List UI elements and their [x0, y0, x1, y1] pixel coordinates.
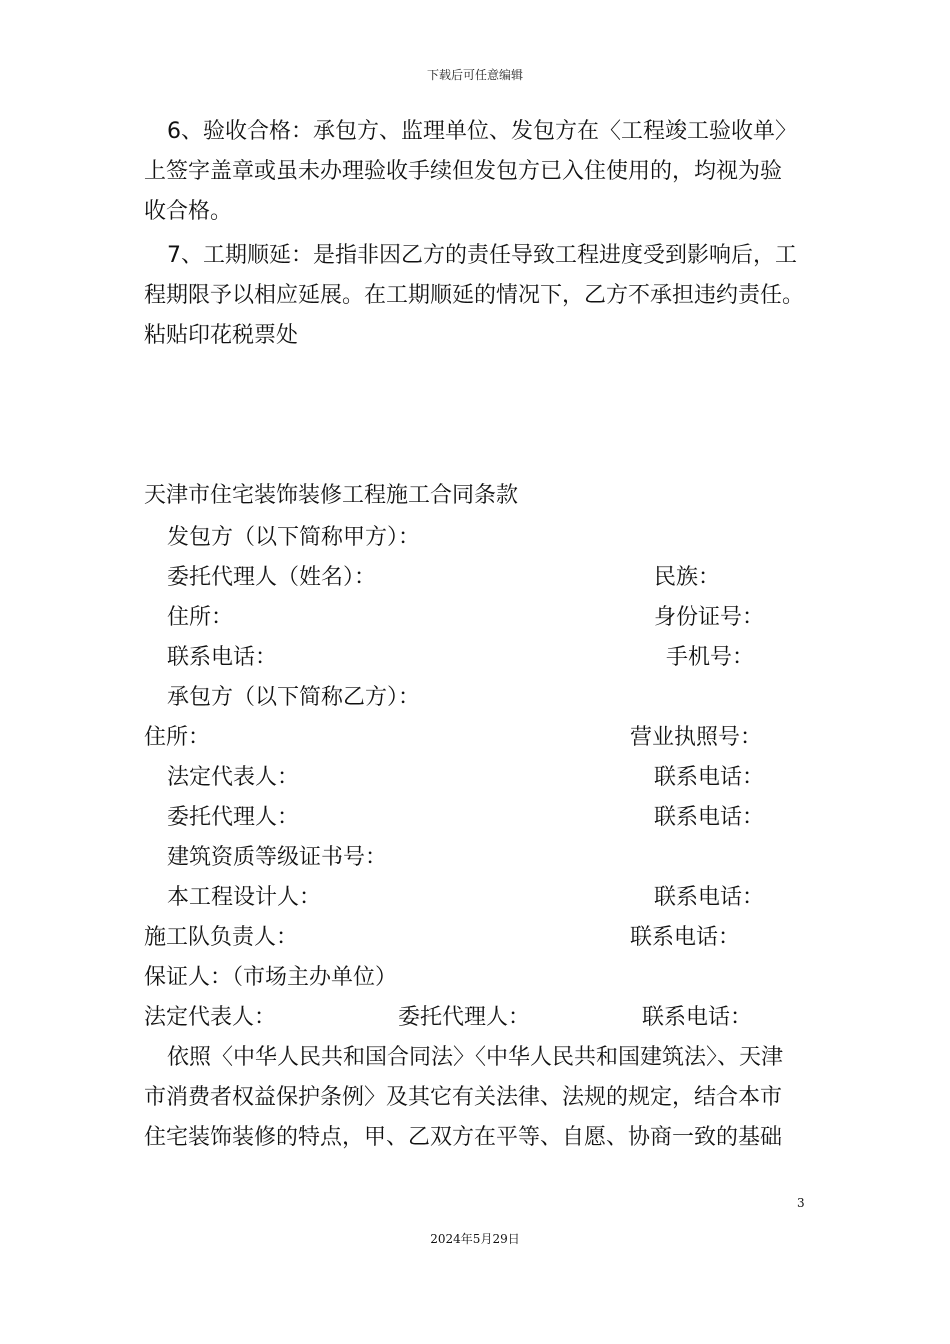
- page-footer-date: 2024年5月29日: [430, 1232, 520, 1246]
- basis-line-1: 依照〈中华人民共和国合同法〉〈中华人民共和国建筑法〉、天津: [167, 1045, 784, 1070]
- basis-line-3: 住宅装饰装修的特点，甲、乙双方在平等、自愿、协商一致的基础: [144, 1125, 783, 1150]
- guarantor-legal-rep-label: 法定代表人：: [144, 1005, 277, 1030]
- paragraph-6-line-1: 6、验收合格：承包方、监理单位、发包方在〈工程竣工验收单〉: [167, 119, 797, 144]
- paragraph-6-line-2: 上签字盖章或虽未办理验收手续但发包方已入住使用的，均视为验: [144, 159, 783, 184]
- party-b-label: 承包方（以下简称乙方）：: [167, 685, 421, 710]
- agent-b-phone-label: 联系电话：: [654, 805, 765, 830]
- id-number-label: 身份证号：: [654, 605, 765, 630]
- stamp-tax-note: 粘贴印花税票处: [144, 323, 299, 348]
- paragraph-6-line-3: 收合格。: [144, 199, 233, 224]
- page-number: 3: [797, 1196, 805, 1210]
- address-b-label: 住所：: [144, 725, 211, 750]
- contract-title: 天津市住宅装饰装修工程施工合同条款: [144, 483, 519, 508]
- designer-phone-label: 联系电话：: [654, 885, 765, 910]
- paragraph-7-line-2: 程期限予以相应延展。在工期顺延的情况下，乙方不承担违约责任。: [144, 283, 805, 308]
- guarantor-phone-label: 联系电话：: [642, 1005, 753, 1030]
- party-a-label: 发包方（以下简称甲方）：: [167, 525, 421, 550]
- address-a-label: 住所：: [167, 605, 234, 630]
- designer-label: 本工程设计人：: [167, 885, 322, 910]
- team-leader-label: 施工队负责人：: [144, 925, 299, 950]
- basis-line-2: 市消费者权益保护条例〉及其它有关法律、法规的规定，结合本市: [144, 1085, 783, 1110]
- legal-rep-phone-label: 联系电话：: [654, 765, 765, 790]
- team-leader-phone-label: 联系电话：: [630, 925, 741, 950]
- page-header: 下载后可任意编辑: [426, 68, 523, 82]
- license-label: 营业执照号：: [630, 725, 763, 750]
- mobile-label: 手机号：: [666, 645, 755, 670]
- guarantor-agent-label: 委托代理人：: [398, 1005, 531, 1030]
- phone-a-label: 联系电话：: [167, 645, 278, 670]
- ethnicity-label: 民族：: [654, 565, 721, 590]
- legal-rep-label: 法定代表人：: [167, 765, 300, 790]
- paragraph-7-line-1: 7、工期顺延：是指非因乙方的责任导致工程进度受到影响后，工: [167, 243, 797, 268]
- agent-name-label: 委托代理人（姓名）：: [167, 565, 377, 590]
- qualification-label: 建筑资质等级证书号：: [167, 845, 388, 870]
- guarantor-label: 保证人：（市场主办单位）: [144, 965, 398, 990]
- agent-b-label: 委托代理人：: [167, 805, 300, 830]
